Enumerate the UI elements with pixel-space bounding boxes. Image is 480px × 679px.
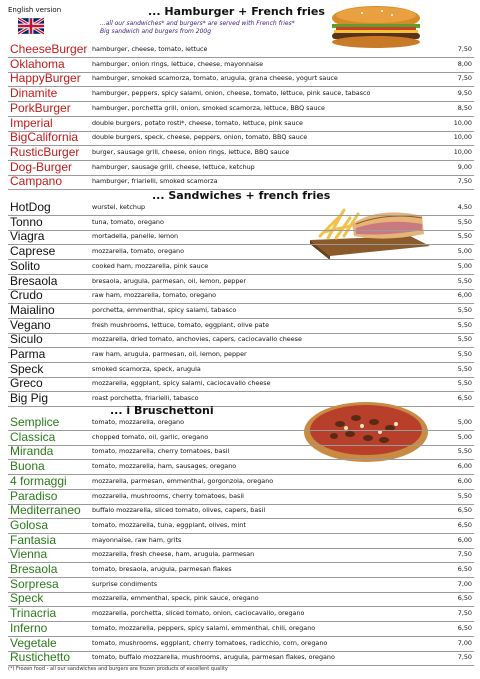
- brus-row: [8, 430, 474, 446]
- sand-row: [8, 303, 474, 319]
- sand-name: Bresaola: [10, 273, 58, 288]
- burger-name: Imperial: [10, 115, 53, 130]
- footer-note: (*) Frozen food - all our sandwiches and burgers are frozen products of excellent quality: [8, 666, 228, 672]
- brus-row: [8, 562, 474, 578]
- sand-name: HotDog: [10, 200, 51, 214]
- brus-row: [8, 503, 474, 519]
- burger-price: 8,00: [457, 59, 472, 68]
- brus-row: [8, 518, 474, 534]
- brus-row: [8, 444, 474, 460]
- sand-desc: bresaola, arugula, parmesan, oil, lemon, pepper: [92, 276, 246, 285]
- sand-row: [8, 200, 474, 216]
- bruschette-section-title: ... i Bruschettoni: [110, 404, 214, 417]
- brus-price: 5,00: [457, 432, 472, 441]
- sand-price: 5,00: [457, 247, 472, 256]
- brus-desc: tomato, mozzarella, peppers, spicy salami, emmenthal, chili, oregano: [92, 623, 316, 632]
- brus-desc: tomato, mozzarella, oregano: [92, 418, 185, 426]
- brus-name: Semplice: [10, 415, 60, 429]
- language-label: English version: [8, 6, 62, 14]
- brus-desc: mayonnaise, raw ham, grits: [92, 535, 182, 544]
- brus-name: Classica: [10, 429, 56, 444]
- brus-name: Sorpresa: [10, 576, 59, 591]
- burger-desc: hamburger, friarielli, smoked scamorza: [92, 177, 218, 186]
- burger-desc: hamburger, peppers, spicy salami, onion, cheese, tomato, lettuce, pink sauce, tabasco: [92, 89, 371, 98]
- sand-price: 5,00: [457, 261, 472, 270]
- burger-row: [8, 71, 474, 87]
- burger-desc: hamburger, porchetta grill, onion, smoked scamorza, lettuce, BBQ sauce: [92, 103, 325, 112]
- brus-row: [8, 636, 474, 652]
- burger-name: PorkBurger: [10, 100, 71, 115]
- brus-price: 6,50: [457, 594, 472, 603]
- sand-name: Greco: [10, 376, 43, 391]
- brus-name: Golosa: [10, 517, 49, 532]
- brus-price: 7,00: [457, 579, 472, 588]
- burger-row: [8, 116, 474, 132]
- brus-desc: tomato, bresaola, arugula, parmesan flakes: [92, 565, 232, 573]
- sand-desc: porchetta, emmenthal, spicy salami, tabasco: [92, 305, 237, 314]
- brus-row: [8, 474, 474, 490]
- sand-price: 5,50: [457, 276, 472, 285]
- burger-name: BigCalifornia: [10, 130, 79, 145]
- sand-price: 5,50: [457, 320, 472, 329]
- brus-name: Mediterraneo: [10, 503, 81, 518]
- sand-price: 5,50: [457, 217, 472, 226]
- brus-desc: chopped tomato, oil, garlic, oregano: [92, 432, 209, 441]
- sand-price: 4,50: [457, 203, 472, 211]
- brus-price: 7,00: [457, 638, 472, 647]
- sand-row: [8, 259, 474, 275]
- sand-name: Solito: [10, 258, 41, 273]
- burger-desc: double burgers, speck, cheese, peppers, onion, tomato, BBQ sauce: [92, 133, 308, 142]
- sand-desc: mortadella, panelle, lemon: [92, 232, 179, 241]
- burger-desc: hamburger, onion rings, lettuce, cheese, mayonnaise: [92, 59, 264, 68]
- sand-desc: mozzarella, eggplant, spicy salami, caciocavallo cheese: [92, 379, 271, 388]
- sand-row: [8, 288, 474, 304]
- burger-price: 7,50: [457, 74, 472, 83]
- sand-price: 6,00: [457, 291, 472, 300]
- sand-row: [8, 215, 474, 231]
- sand-name: Siculo: [10, 332, 43, 347]
- sand-desc: roast porchetta, friarielli, tabasco: [92, 394, 199, 403]
- sand-name: Speck: [10, 361, 44, 376]
- brus-name: Vienna: [10, 547, 48, 562]
- brus-desc: tomato, mushrooms, eggplant, cherry tomatoes, radicchio, corn, oregano: [92, 638, 328, 647]
- sand-row: [8, 376, 474, 392]
- sand-price: 5,50: [457, 305, 472, 314]
- sand-desc: cooked ham, mozzarella, pink sauce: [92, 261, 209, 270]
- brus-row: [8, 489, 474, 505]
- brus-price: 6,50: [457, 623, 472, 632]
- brus-desc: tomato, mozzarella, cherry tomatoes, basil: [92, 447, 230, 456]
- brus-name: Miranda: [10, 444, 54, 459]
- brus-name: Inferno: [10, 620, 48, 635]
- burger-name: Campano: [10, 174, 63, 189]
- burger-desc: burger, sausage grill, cheese, onion rings, lettuce, BBQ sauce: [92, 147, 290, 156]
- brus-name: Buona: [10, 459, 45, 474]
- burger-desc: hamburger, cheese, tomato, lettuce: [92, 45, 208, 53]
- brus-row: [8, 577, 474, 593]
- burger-price: 10,00: [453, 147, 472, 156]
- brus-name: Fantasia: [10, 532, 57, 547]
- sand-desc: smoked scamorza, speck, arugula: [92, 364, 201, 373]
- sand-row: [8, 332, 474, 348]
- brus-row: [8, 650, 474, 666]
- uk-flag-icon[interactable]: [18, 17, 44, 35]
- sand-desc: wurstel, ketchup: [92, 203, 146, 211]
- burger-row: [8, 130, 474, 146]
- sand-desc: tuna, tomato, oregano: [92, 217, 164, 226]
- brus-price: 7,50: [457, 653, 472, 662]
- brus-desc: tomato, mozzarella, ham, sausages, oregano: [92, 462, 237, 471]
- burger-name: Oklahoma: [10, 56, 65, 71]
- burger-price: 9,00: [457, 162, 472, 171]
- sand-name: Caprese: [10, 244, 56, 259]
- brus-price: 5,50: [457, 447, 472, 456]
- brus-desc: buffalo mozzarella, sliced tomato, olives, capers, basil: [92, 506, 266, 515]
- sand-row: [8, 229, 474, 245]
- brus-desc: mozzarella, emmenthal, speck, pink sauce, oregano: [92, 594, 259, 603]
- brus-row: [8, 547, 474, 563]
- brus-desc: mozzarella, parmesan, emmenthal, gorgonzola, oregano: [92, 476, 274, 485]
- brus-name: Trinacria: [10, 606, 57, 621]
- sand-row: [8, 318, 474, 334]
- brus-desc: tomato, mozzarella, tuna, eggplant, olives, mint: [92, 520, 246, 529]
- burger-row: [8, 145, 474, 161]
- brus-row: [8, 459, 474, 475]
- burger-row: [8, 160, 474, 176]
- brus-name: Rustichetto: [10, 650, 71, 665]
- sand-row: [8, 274, 474, 290]
- sand-name: Parma: [10, 347, 46, 361]
- burger-name: Dog-Burger: [10, 159, 73, 174]
- burger-row: [8, 174, 474, 190]
- brus-desc: mozzarella, porchetta, sliced tomato, onion, caciocavallo, oregano: [92, 609, 305, 618]
- burger-name: RusticBurger: [10, 144, 80, 159]
- burger-price: 10,00: [453, 133, 472, 142]
- burger-desc: hamburger, smoked scamorza, tomato, arugula, grana cheese, yogurt sauce: [92, 74, 338, 83]
- sand-row: [8, 244, 474, 260]
- burger-name: CheeseBurger: [10, 42, 88, 56]
- sand-desc: fresh mushrooms, lettuce, tomato, eggplant, olive pate: [92, 320, 269, 329]
- sand-price: 6,50: [457, 394, 472, 403]
- brus-name: 4 formaggi: [10, 473, 67, 488]
- burger-price: 7,50: [457, 177, 472, 186]
- sand-name: Vegano: [10, 317, 51, 332]
- brus-row: [8, 621, 474, 637]
- brus-desc: mozzarella, mushrooms, cherry tomatoes, basil: [92, 491, 244, 500]
- sand-price: 5,50: [457, 350, 472, 358]
- brus-price: 6,50: [457, 520, 472, 529]
- sand-desc: raw ham, arugula, parmesan, oil, lemon, pepper: [92, 350, 247, 358]
- brus-row: [8, 591, 474, 607]
- brus-name: Bresaola: [10, 562, 58, 576]
- sand-name: Big Pig: [10, 391, 49, 406]
- burger-section-title: ... Hamburger + French fries: [148, 5, 325, 18]
- brus-row: [8, 415, 474, 431]
- served-with-note: ...all our sandwiches* and burgers* are served with French fries*: [100, 20, 295, 27]
- brus-name: Vegetale: [10, 635, 57, 650]
- sand-row: [8, 362, 474, 378]
- burger-price: 7,50: [457, 45, 472, 53]
- brus-desc: tomato, buffalo mozzarella, mushrooms, arugula, parmesan flakes, oregano: [92, 653, 335, 662]
- sand-price: 5,50: [457, 232, 472, 241]
- brus-row: [8, 606, 474, 622]
- burger-name: HappyBurger: [10, 71, 81, 86]
- brus-name: Speck: [10, 591, 44, 606]
- sand-name: Maialino: [10, 302, 55, 317]
- brus-row: [8, 533, 474, 549]
- brus-price: 6,00: [457, 535, 472, 544]
- burger-price: 9,50: [457, 89, 472, 98]
- brus-price: 6,50: [457, 506, 472, 515]
- brus-price: 7,50: [457, 550, 472, 559]
- brus-price: 6,00: [457, 462, 472, 471]
- sand-desc: mozzarella, tomato, oregano: [92, 247, 185, 256]
- brus-price: 6,50: [457, 565, 472, 573]
- burger-name: Dinamite: [10, 86, 58, 101]
- burger-row: [8, 101, 474, 117]
- sand-price: 5,50: [457, 379, 472, 388]
- weight-note: Big sandwich and burgers from 200g: [100, 28, 212, 35]
- burger-row: [8, 86, 474, 102]
- brus-price: 5,50: [457, 491, 472, 500]
- burger-price: 8,50: [457, 103, 472, 112]
- sand-row: [8, 347, 474, 363]
- brus-price: 5,00: [457, 418, 472, 426]
- burger-price: 10,00: [453, 118, 472, 127]
- sand-name: Viagra: [10, 229, 45, 244]
- brus-price: 7,50: [457, 609, 472, 618]
- sand-desc: mozzarella, dried tomato, anchovies, capers, caciocavallo cheese: [92, 335, 302, 344]
- sand-price: 5,50: [457, 335, 472, 344]
- sand-price: 5,50: [457, 364, 472, 373]
- sand-name: Tonno: [10, 214, 43, 229]
- brus-desc: mozzarella, fresh cheese, ham, arugula, parmesan: [92, 550, 255, 559]
- burger-row: [8, 57, 474, 73]
- burger-row: [8, 42, 474, 58]
- brus-name: Paradiso: [10, 488, 58, 503]
- brus-desc: surprise condiments: [92, 579, 158, 588]
- sand-name: Crudo: [10, 288, 43, 303]
- burger-desc: double burgers, potato rosti*, cheese, tomato, lettuce, pink sauce: [92, 118, 303, 127]
- sandwich-section-title: ... Sandwiches + french fries: [152, 189, 331, 202]
- brus-price: 6,00: [457, 476, 472, 485]
- burger-desc: hamburger, sausage grill, cheese, lettuce, ketchup: [92, 162, 255, 171]
- sand-desc: raw ham, mozzarella, tomato, oregano: [92, 291, 217, 300]
